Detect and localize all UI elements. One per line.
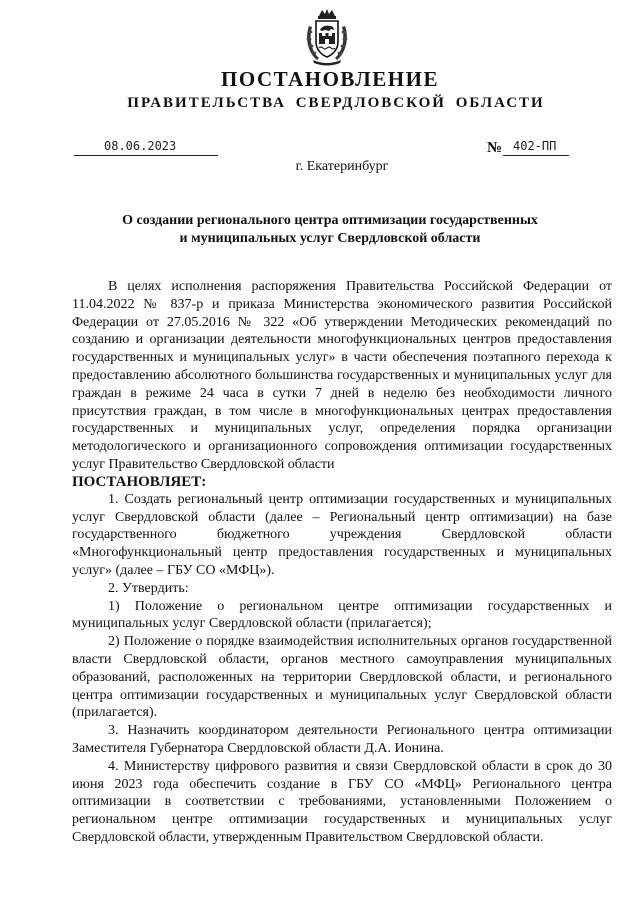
item-2-2-paragraph: 2) Положение о порядке взаимодействия исполнительных органов государственной власти Свердловской области, органов местного самоуправления муниципальных образований, расположенных на территории Свердловской области, и регионального центра оптимизации государственных и муниципальных услуг Свердловской области (прилагается). [72, 634, 612, 721]
intro-paragraph: В целях исполнения распоряжения Правительства Российской Федерации от 11.04.2022 № 837-р и приказа Министерства экономического развития Российской Федерации от 27.05.2016 № 322 «Об утверждении Методических рекомендаций по созданию и организации деятельности многофункциональных центров предоставления государственных и муниципальных услуг» в части обеспечения поэтапного перехода к предоставлению абсолютного большинства государственных и муниципальных услуг для граждан в режиме 24 часа в сутки 7 дней в неделю без необходимости личного присутствия граждан, в том числе в многофункциональных центрах предоставления государственных и муниципальных услуг, определения порядка организации методологического и организационного сопровождения оптимизации государственных услуг Правительство Свердловской области [72, 279, 612, 472]
title-line-1: О создании регионального центра оптимизации государственных [122, 213, 538, 228]
document-type-heading: ПОСТАНОВЛЕНИЕ [221, 67, 439, 91]
document-number: 402-ПП [503, 139, 569, 156]
decree-word: ПОСТАНОВЛЯЕТ: [72, 473, 207, 490]
item-1-paragraph: 1. Создать региональный центр оптимизации государственных и муниципальных услуг Свердловской области (далее – Региональный центр оптимизации) на базе государственного бюджетного учреждения Свердловской области «Многофункциональный центр предоставления государственных и муниципальных услуг» (далее – ГБУ СО «МФЦ»). [72, 491, 612, 578]
coat-of-arms-emblem [303, 8, 351, 68]
document-title [60, 212, 600, 248]
document-body [72, 278, 612, 847]
item-2-paragraph: 2. Утвердить: [108, 580, 189, 596]
item-2-1-paragraph: 1) Положение о региональном центре оптимизации государственных и муниципальных услуг Свердловской области (прилагается); [72, 598, 612, 632]
title-line-2: и муниципальных услуг Свердловской области [179, 231, 481, 246]
number-label: № [487, 140, 503, 156]
city-line: г. Екатеринбург [295, 159, 389, 174]
item-3-paragraph: 3. Назначить координатором деятельности Регионального центра оптимизации Заместителя Губернатора Свердловской области Д.А. Ионина. [72, 723, 612, 756]
issuer-heading: ПРАВИТЕЛЬСТВА СВЕРДЛОВСКОЙ ОБЛАСТИ [127, 95, 545, 111]
item-4-paragraph: 4. Министерству цифрового развития и связи Свердловской области в срок до 30 июня 2023 года обеспечить создание в ГБУ СО «МФЦ» Регионального центра оптимизации в соответствии с требованиями, установленными Положением о региональном центре оптимизации государственных и муниципальных услуг Свердловской области, утвержденным Правительством Свердловской области. [72, 758, 612, 845]
document-date: 08.06.2023 [74, 139, 218, 156]
